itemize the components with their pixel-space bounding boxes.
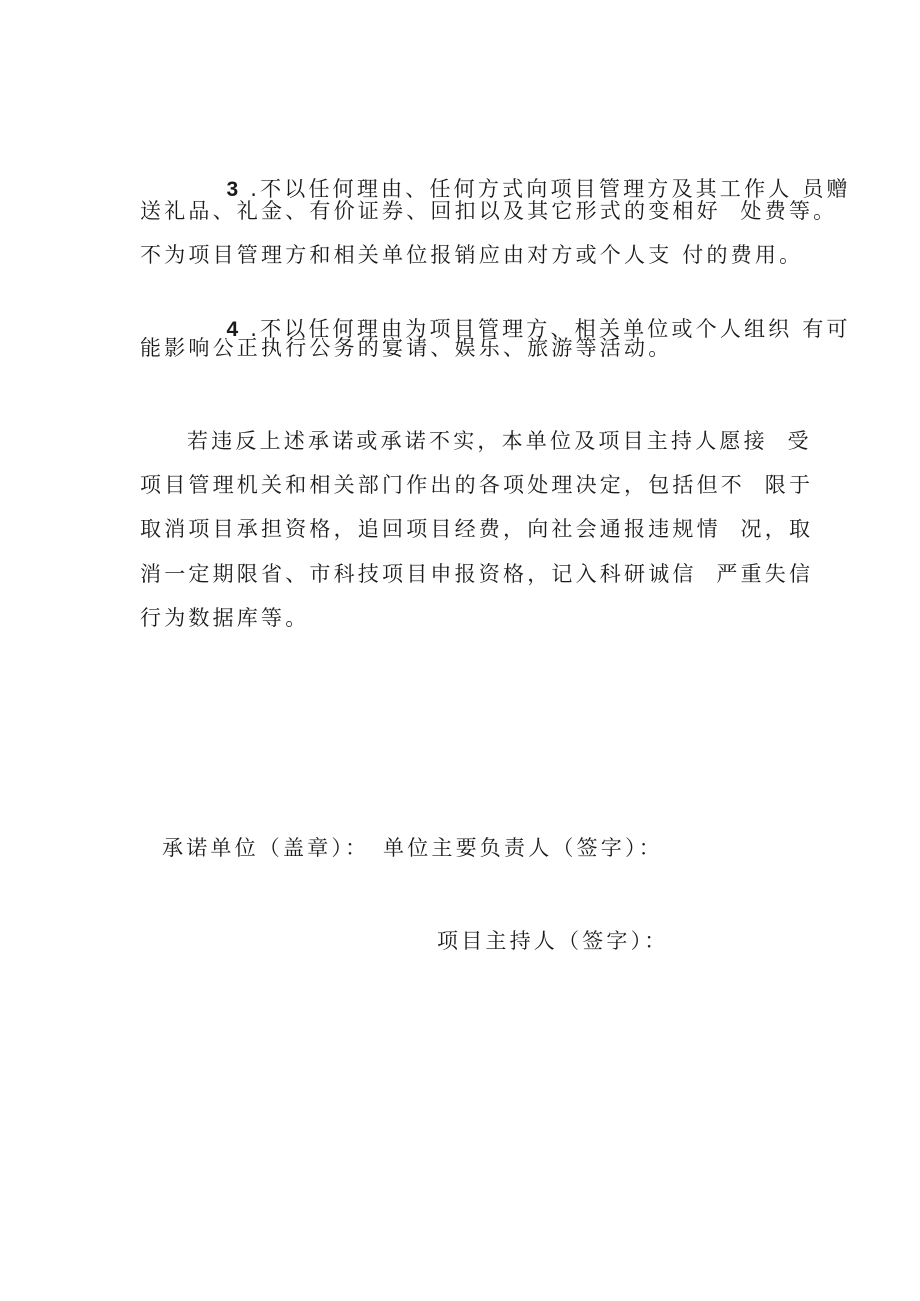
item-4-number: 4 — [226, 318, 239, 341]
item-3-text-1: .不以任何理由、任何方式向项目管理方及其工作人 员赠 — [250, 177, 851, 201]
unit-seal-label: 承诺单位（盖章）： — [162, 836, 370, 860]
item-4-text-1: .不以任何理由为项目管理方、相关单位或个人组织 有可 — [250, 317, 851, 341]
item-3-line-2: 送礼品、礼金、有价证券、回扣以及其它形式的变相好 处费等。 — [140, 199, 838, 223]
item-4-line-2: 能影响公正执行公务的宴请、娱乐、旅游等活动。 — [140, 336, 673, 360]
project-leader-signature-label: 项目主持人（签字）： — [437, 929, 669, 953]
violation-line-3: 取消项目承担资格，追回项目经费，向社会通报违规情 况，取 — [140, 517, 814, 541]
unit-leader-signature-label: 单位主要负责人（签字）： — [383, 836, 663, 860]
item-3-number: 3 — [226, 178, 239, 201]
violation-line-2: 项目管理机关和相关部门作出的各项处理决定，包括但不 限于 — [140, 473, 814, 497]
violation-line-1: 若违反上述承诺或承诺不实，本单位及项目主持人愿接 受 — [187, 429, 812, 453]
item-3-line-3: 不为项目管理方和相关单位报销应由对方或个人支 付的费用。 — [140, 243, 804, 267]
violation-line-4: 消一定期限省、市科技项目申报资格，记入科研诚信 严重失信 — [140, 562, 814, 586]
violation-line-5: 行为数据库等。 — [140, 606, 310, 630]
